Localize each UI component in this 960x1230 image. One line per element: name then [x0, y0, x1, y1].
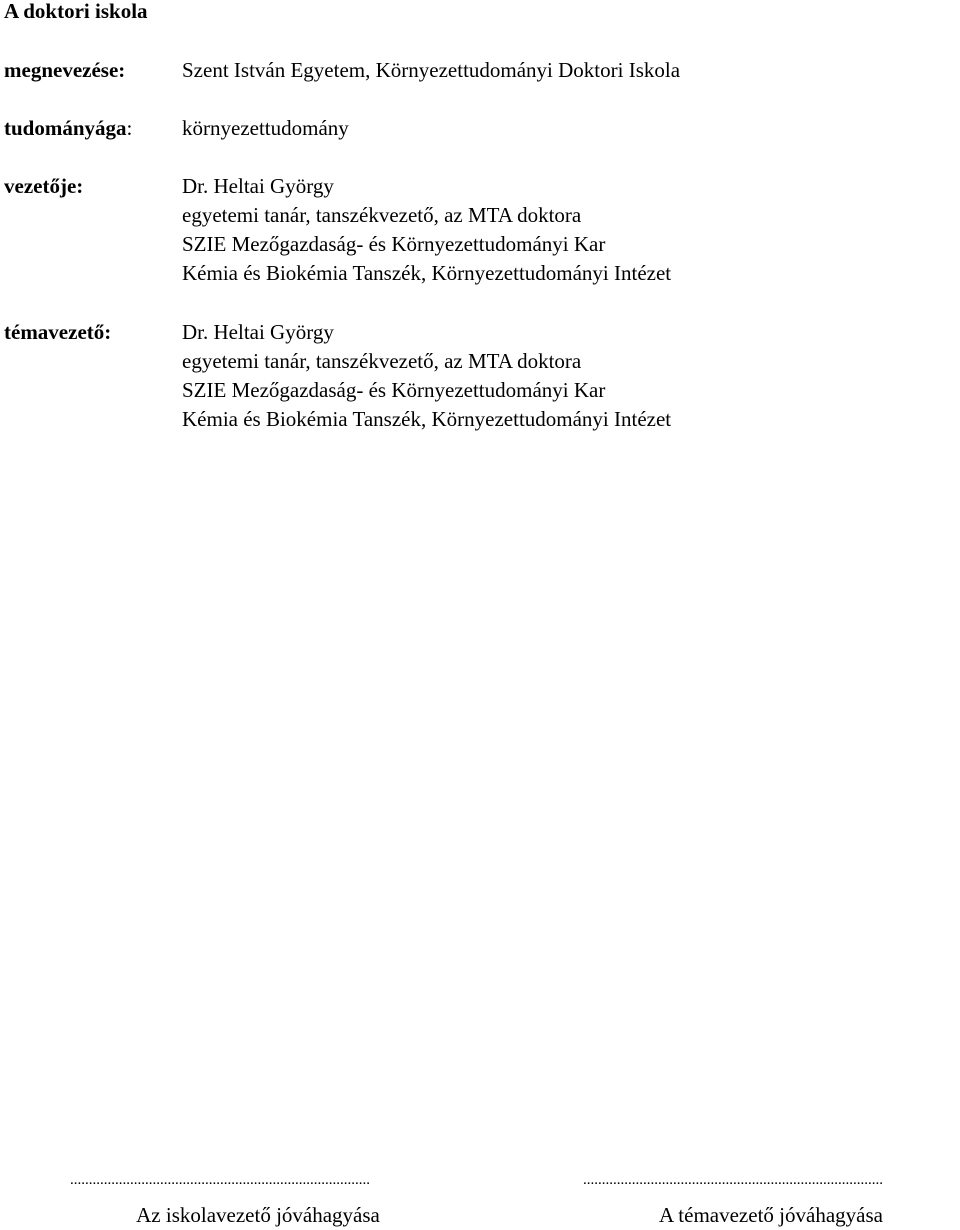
value-line: Dr. Heltai György: [182, 174, 334, 198]
signature-line-right: ................................................................................: [583, 1172, 883, 1188]
field-value-megnevezese: [182, 56, 680, 85]
value-line: Dr. Heltai György: [182, 320, 334, 344]
label-colon: :: [126, 116, 133, 140]
field-label-temavezeto: témavezető:: [4, 320, 112, 344]
document-title: A doktori iskola: [4, 0, 148, 23]
signature-caption-right: A témavezető jóváhagyása: [659, 1203, 883, 1227]
field-label-vezetoje: vezetője:: [4, 174, 84, 198]
signature-line-left: ................................................................................: [70, 1172, 370, 1188]
value-line: Kémia és Biokémia Tanszék, Környezettudományi Intézet: [182, 407, 672, 431]
value-line: egyetemi tanár, tanszékvezető, az MTA doktora: [182, 349, 582, 373]
value-line: egyetemi tanár, tanszékvezető, az MTA doktora: [182, 203, 582, 227]
field-label-megnevezese: megnevezése:: [4, 58, 126, 82]
field-value-vezetoje: [182, 172, 671, 288]
value-line: SZIE Mezőgazdaság- és Környezettudományi Kar: [182, 378, 606, 402]
field-value-temavezeto: [182, 318, 671, 434]
value-line: Kémia és Biokémia Tanszék, Környezettudományi Intézet: [182, 261, 672, 285]
signature-caption-left: Az iskolavezető jóváhagyása: [136, 1203, 380, 1227]
value-line: környezettudomány: [182, 116, 349, 140]
field-value-tudomanyaga: [182, 114, 349, 143]
field-label-tudomanyaga: [4, 114, 132, 143]
label-text: tudományága: [4, 116, 127, 140]
value-line: Szent István Egyetem, Környezettudományi Doktori Iskola: [182, 58, 681, 82]
value-line: SZIE Mezőgazdaság- és Környezettudományi Kar: [182, 232, 606, 256]
